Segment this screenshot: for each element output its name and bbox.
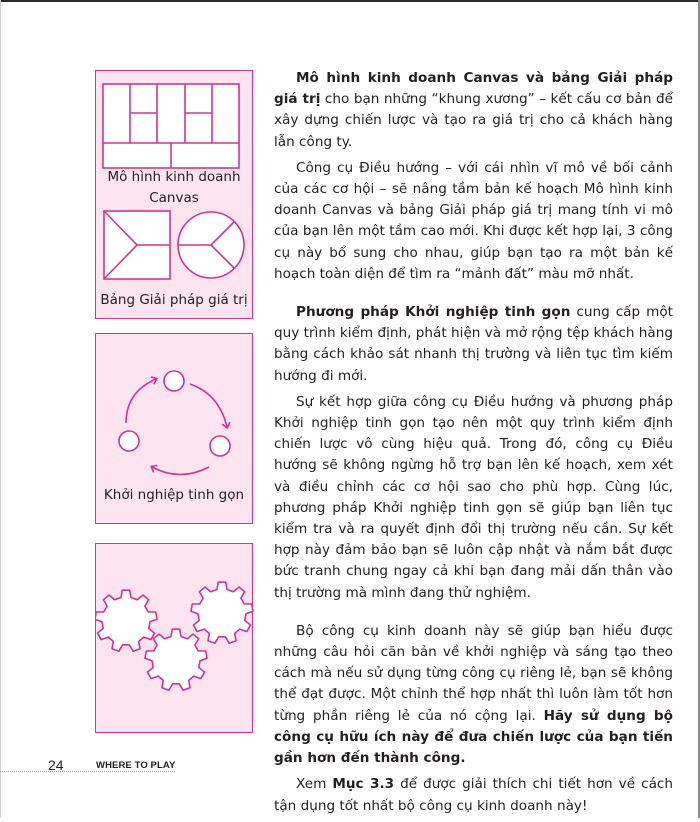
cycle-arrow-bottom (152, 467, 209, 475)
paragraph-6-pre: Xem (296, 776, 333, 793)
paragraph-5-bold: Hãy sử dụng bộ công cụ hữu ích này để đưa chiến lược của bạn tiến gần hơn đến thành công. (274, 707, 673, 767)
cycle-arrow-left (126, 379, 156, 423)
running-head: WHERE TO PLAY (96, 760, 176, 771)
paragraph-2: Công cụ Điều hướng – với cái nhìn vĩ mô về bối cảnh của các cơ hội – sẽ nâng tầm bản kế hoạch Mô hình kinh doanh Canvas và bảng Giải pháp giá trị mang tính vi mô của bạn lên một tầm cao mới. Khi được kết hợp lại, 3 công cụ này bổ sung cho nhau, giúp bạn tạo ra một bản kế hoạch toàn diện để tìm ra “mảnh đất” màu mỡ nhất. (274, 159, 673, 282)
canvas-caption-line1: Mô hình kinh doanh (107, 169, 241, 185)
gear-icon-left (96, 590, 157, 651)
paragraph-1-text: cho bạn những “khung xương” – kết cấu cơ bản để xây dựng chiến lược và tạo ra giá trị cho cả khách hàng lẫn công ty. (274, 91, 673, 150)
paragraph-1 (274, 68, 673, 153)
cycle-arrow-right (190, 384, 227, 427)
paragraph-4: Sự kết hợp giữa công cụ Điều hướng và phương pháp Khởi nghiệp tinh gọn tạo nên một quy trình kiểm định chiến lược vô cùng hiệu quả. Trong đó, công cụ Điều hướng sẽ không ngừng hỗ trợ bạn lên kế hoạch, xem xét và điều chỉnh các cơ hội sao cho phù hợp. Cùng lúc, phương pháp Khởi nghiệp tinh gọn sẽ giúp bạn liên tục kiểm tra và ra quyết định đổi thị trường nếu cần. Sự kết hợp này đảm bảo bạn sẽ luôn cập nhật và nắm bắt được bức tranh chung ngay cả khi bạn đang mải dấn thân vào thị trường mà mình đang thử nghiệm. (274, 393, 673, 601)
cycle-node-top (164, 371, 184, 391)
top-border (0, 0, 700, 2)
canvas-tools-box (95, 70, 253, 319)
paragraph-3-bold: Phương pháp Khởi nghiệp tinh gọn (296, 304, 571, 321)
paragraph-5 (274, 621, 673, 769)
value-proposition-caption: Bảng Giải pháp giá trị (100, 292, 248, 308)
paragraph-6-text: để được giải thích chi tiết hơn về cách tận dụng tốt nhất bộ công cụ kinh doanh này! (274, 776, 673, 814)
customer-profile-circle-icon (178, 212, 244, 278)
gear-icon-right (191, 582, 253, 643)
main-text (274, 68, 673, 822)
paragraph-1-bold: Mô hình kinh doanh Canvas và bảng Giải pháp giá trị (274, 70, 673, 108)
section-reference: Mục 3.3 (332, 776, 395, 793)
cycle-node-right (210, 436, 230, 456)
paragraph-6 (274, 774, 673, 816)
cycle-node-left (119, 431, 139, 451)
value-map-square-icon (104, 211, 170, 279)
paragraph-3 (274, 302, 673, 387)
left-border (0, 0, 1, 818)
gear-icon-bottom (145, 629, 207, 690)
footer-dotted-rule (0, 771, 175, 772)
business-model-canvas-icon (103, 84, 239, 168)
lean-startup-box (95, 333, 253, 524)
paragraph-5-text: Bộ công cụ kinh doanh này sẽ giúp bạn hiểu được những câu hỏi căn bản về khởi nghiệp và sáng tạo theo cách mà nếu sử dụng từng công cụ riêng lẻ, bạn sẽ không thể đạt được. Một chỉnh thể hợp nhất thì luôn làm tốt hơn từng phần riêng lẻ của nó cộng lại. (274, 622, 673, 724)
paragraph-3-text: cung cấp một quy trình kiểm định, phát hiện và mở rộng tệp khách hàng bằng cách khảo sát nhanh thị trường và liên tục tìm kiếm hướng đi mới. (274, 304, 673, 384)
gears-box (95, 543, 253, 733)
page-number: 24 (48, 757, 64, 773)
lean-startup-caption: Khởi nghiệp tinh gọn (103, 487, 245, 503)
gears-illustration (96, 544, 254, 734)
canvas-caption-line2: Canvas (149, 190, 199, 206)
